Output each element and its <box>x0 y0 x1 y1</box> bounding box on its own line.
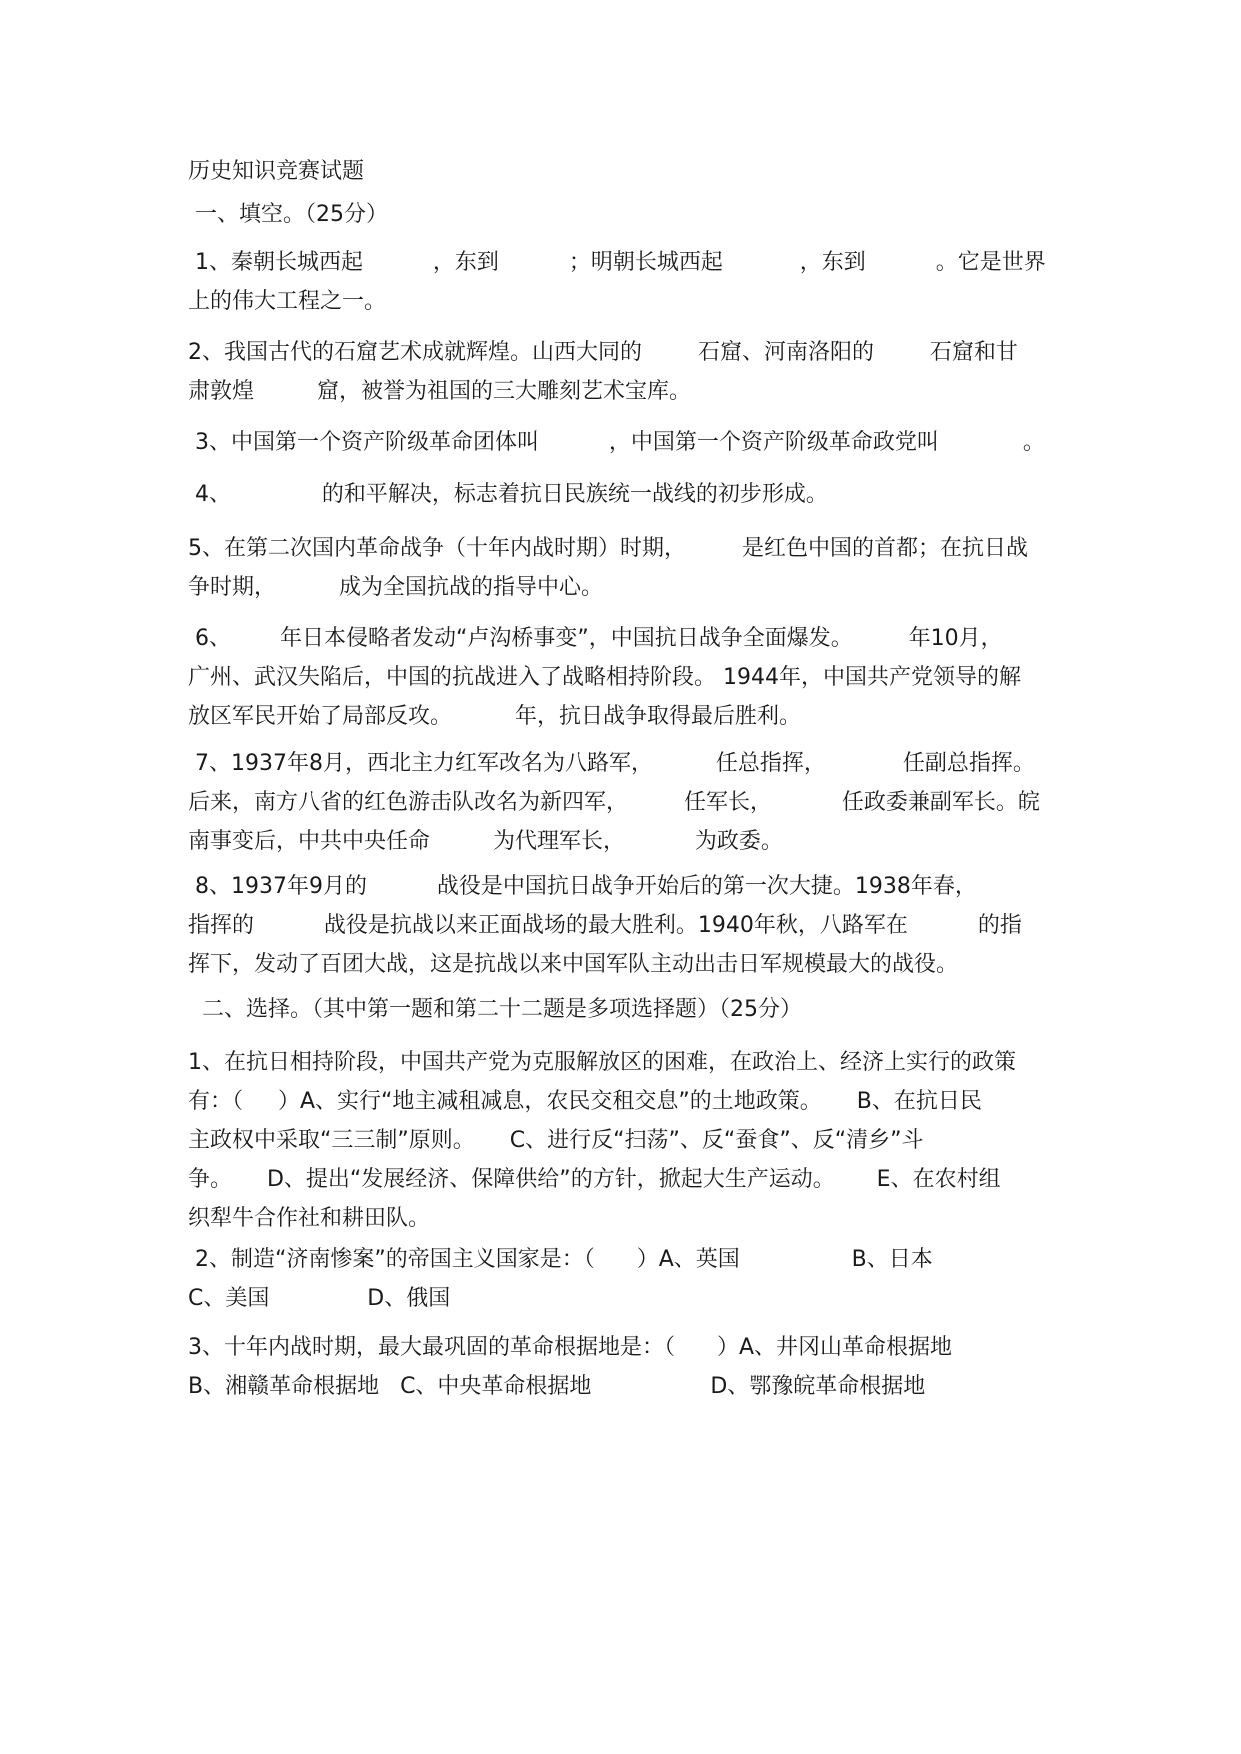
question-6-war-dates <box>188 619 1068 736</box>
question-5-capitals <box>188 529 1068 607</box>
text-line: 主政权中采取“三三制”原则。 C、进行反“扫荡”、反“蚕食”、反“清乡”斗 <box>188 1128 924 1153</box>
question-1-great-wall <box>188 243 1068 321</box>
text-line: C、美国 D、俄国 <box>188 1286 451 1311</box>
question-2-grottoes <box>188 333 1068 411</box>
choice-question-3 <box>188 1328 1068 1406</box>
text-line: 织犁牛合作社和耕田队。 <box>188 1206 431 1231</box>
text-line: 争时期， 成为全国抗战的指导中心。 <box>188 575 603 600</box>
question-4-united-front <box>188 475 1068 514</box>
text-line: 6、 年日本侵略者发动“卢沟桥事变”，中国抗日战争全面爆发。 年10月， <box>188 626 1003 651</box>
text-line: 7、1937年8月，西北主力红军改名为八路军， 任总指挥， 任副总指挥。 <box>188 751 1035 776</box>
text-line: 挥下，发动了百团大战，这是抗战以来中国军队主动出击日军规模最大的战役。 <box>188 952 959 977</box>
choice-question-2 <box>188 1240 1068 1318</box>
text-line: B、湘赣革命根据地 C、中央革命根据地 D、鄂豫皖革命根据地 <box>188 1374 926 1399</box>
text-line: 8、1937年9月的 战役是中国抗日战争开始后的第一次大捷。1938年春， <box>188 874 977 899</box>
question-3-revolutionary-groups <box>188 423 1068 462</box>
text-line: 1、在抗日相持阶段，中国共产党为克服解放区的困难，在政治上、经济上实行的政策 <box>188 1050 1016 1075</box>
question-8-battles <box>188 867 1068 984</box>
section-heading-multiple-choice <box>188 990 1068 1029</box>
text-line: 一、填空。（25分） <box>188 202 388 227</box>
text-line: 放区军民开始了局部反攻。 年，抗日战争取得最后胜利。 <box>188 704 801 729</box>
choice-question-1 <box>188 1043 1068 1238</box>
text-line: 有：（ ）A、实行“地主减租减息，农民交租交息”的土地政策。 B、在抗日民 <box>188 1089 982 1114</box>
text-line: 3、十年内战时期，最大最巩固的革命根据地是：（ ）A、井冈山革命根据地 <box>188 1335 953 1360</box>
text-line: 指挥的 战役是抗战以来正面战场的最大胜利。1940年秋，八路军在 的指 <box>188 913 1022 938</box>
text-line: 5、在第二次国内革命战争（十年内战时期）时期， 是红色中国的首都；在抗日战 <box>188 536 1028 561</box>
text-line: 争。 D、提出“发展经济、保障供给”的方针，掀起大生产运动。 E、在农村组 <box>188 1167 1001 1192</box>
text-line: 南事变后，中共中央任命 为代理军长， 为政委。 <box>188 829 783 854</box>
text-line: 广州、武汉失陷后，中国的抗战进入了战略相持阶段。 1944年，中国共产党领导的解 <box>188 665 1021 690</box>
text-line: 上的伟大工程之一。 <box>188 289 387 314</box>
text-line: 肃敦煌 窟，被誉为祖国的三大雕刻艺术宝库。 <box>188 379 691 404</box>
text-line: 后来，南方八省的红色游击队改名为新四军， 任军长， 任政委兼副军长。皖 <box>188 790 1040 815</box>
text-line: 二、选择。（其中第一题和第二十二题是多项选择题）（25分） <box>188 997 802 1022</box>
text-line: 2、我国古代的石窟艺术成就辉煌。山西大同的 石窟、河南洛阳的 石窟和甘 <box>188 340 1018 365</box>
section-heading-fill-in <box>188 195 1068 234</box>
question-7-commanders <box>188 744 1068 861</box>
document-title: 历史知识竞赛试题 <box>188 159 365 184</box>
text-line: 3、中国第一个资产阶级革命团体叫 ，中国第一个资产阶级革命政党叫 。 <box>188 430 1045 455</box>
text-line: 4、 的和平解决，标志着抗日民族统一战线的初步形成。 <box>188 482 828 507</box>
text-line: 1、秦朝长城西起 ，东到 ；明朝长城西起 ，东到 。它是世界 <box>188 250 1046 275</box>
text-line: 2、制造“济南惨案”的帝国主义国家是：（ ）A、英国 B、日本 <box>188 1247 933 1272</box>
